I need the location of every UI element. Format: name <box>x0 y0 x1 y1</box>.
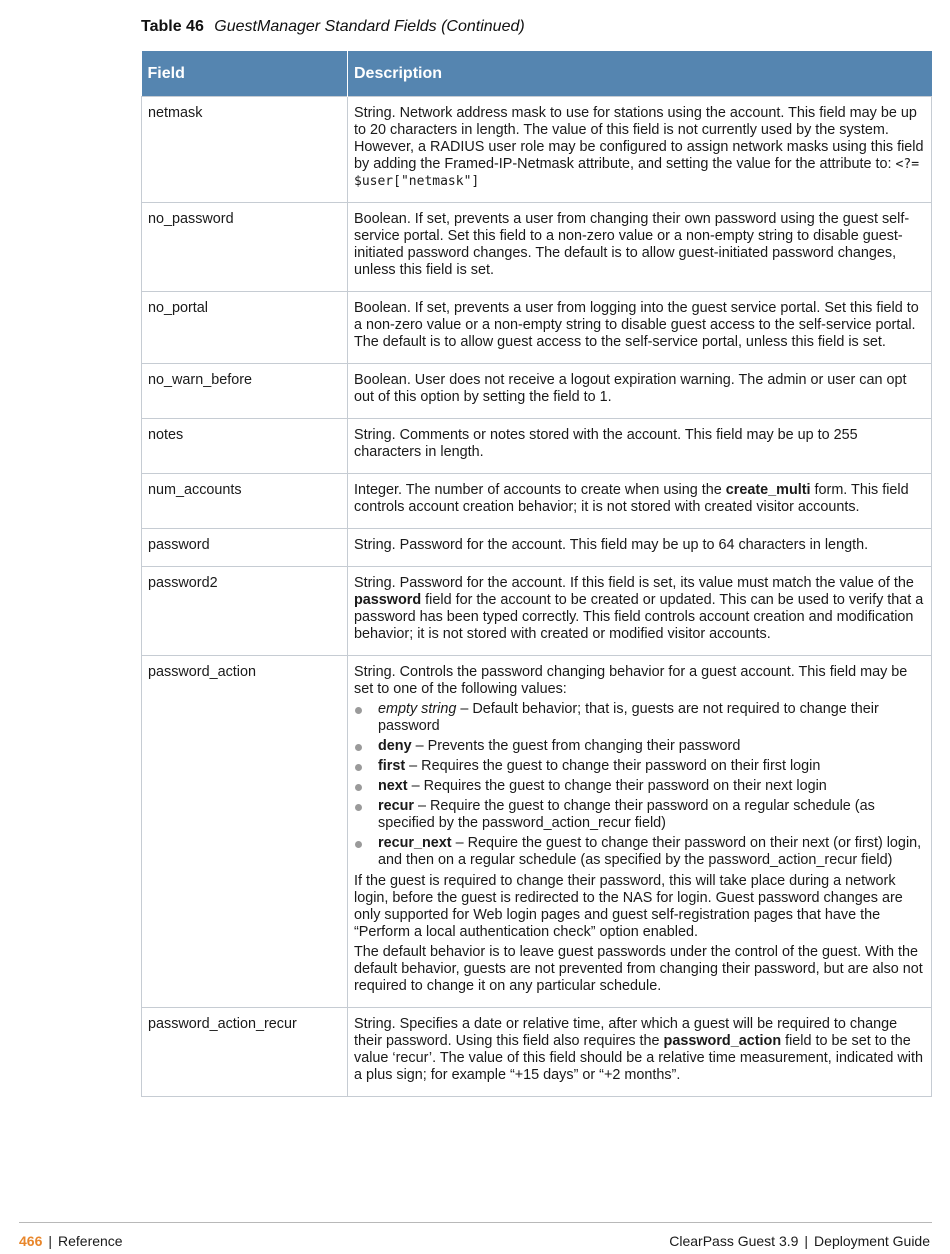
option-term: deny <box>378 738 412 754</box>
field-description: String. Password for the account. This field may be up to 64 characters in length. <box>348 529 932 567</box>
table-row <box>142 567 932 656</box>
list-item: recur – Require the guest to change their password on a regular schedule (as specified by the password_action_recur field) <box>354 798 925 832</box>
field-description: String. Comments or notes stored with the account. This field may be up to 255 characters in length. <box>348 419 932 474</box>
footer-separator: | <box>804 1233 809 1249</box>
field-name: no_portal <box>142 292 348 364</box>
section-name: Reference <box>58 1233 123 1249</box>
list-item: empty string – Default behavior; that is, guests are not required to change their password <box>354 701 925 735</box>
fields-table <box>141 51 932 1097</box>
field-description <box>348 656 932 1008</box>
table-row <box>142 419 932 474</box>
option-term: empty string <box>378 701 457 717</box>
table-caption <box>141 18 525 36</box>
field-name: password_action <box>142 656 348 1008</box>
table-row <box>142 97 932 203</box>
product-name: ClearPass Guest 3.9 <box>669 1233 799 1249</box>
header-field: Field <box>142 51 348 97</box>
field-description: String. Password for the account. If this field is set, its value must match the value of the password field for the account to be created or updated. This can be used to verify that a password has been typed correctly. This field controls account creation and modification behavior; it is not stored with created or modified visitor accounts. <box>348 567 932 656</box>
option-term: next <box>378 778 408 794</box>
table-title: GuestManager Standard Fields (Continued) <box>214 18 525 35</box>
list-item: first – Requires the guest to change their password on their first login <box>354 758 925 775</box>
option-term: recur_next <box>378 835 452 851</box>
header-description: Description <box>348 51 932 97</box>
field-reference: password_action <box>663 1033 782 1049</box>
table-row <box>142 203 932 292</box>
table-header-row <box>142 51 932 97</box>
code-snippet: <?= $user["netmask"] <box>354 157 920 189</box>
footer-divider <box>19 1222 932 1223</box>
field-description: Boolean. User does not receive a logout expiration warning. The admin or user can opt out of this option by setting the field to 1. <box>348 364 932 419</box>
field-description: Boolean. If set, prevents a user from changing their own password using the guest self-service portal. Set this field to a non-zero value or a non-empty string to disable guest-initiated password changes. The default is to allow guest-initiated password changes, unless this field is set. <box>348 203 932 292</box>
list-item: deny – Prevents the guest from changing their password <box>354 738 925 755</box>
field-name: password2 <box>142 567 348 656</box>
field-name: notes <box>142 419 348 474</box>
option-term: recur <box>378 798 414 814</box>
field-reference: password <box>354 592 422 608</box>
value-options-list <box>354 701 925 869</box>
option-term: first <box>378 758 406 774</box>
document-name: Deployment Guide <box>814 1233 930 1249</box>
field-name: num_accounts <box>142 474 348 529</box>
table-row <box>142 656 932 1008</box>
description-paragraph: The default behavior is to leave guest passwords under the control of the guest. With the default behavior, guests are not prevented from changing their password, but are also not required to change it on any particular schedule. <box>354 944 923 994</box>
field-description: String. Network address mask to use for stations using the account. This field may be up to 20 characters in length. The value of this field is not currently used by the system. However, a RADIUS user role may be configured to assign network masks using this field by adding the Framed-IP-Netmask attribute, and setting the value for the attribute to: <?= $user["netmask"] <box>348 97 932 203</box>
list-item: next – Requires the guest to change their password on their next login <box>354 778 925 795</box>
field-name: no_warn_before <box>142 364 348 419</box>
footer-left <box>19 1233 123 1249</box>
description-intro: String. Controls the password changing behavior for a guest account. This field may be set to one of the following values: <box>354 664 908 697</box>
footer-right <box>669 1233 930 1249</box>
field-description: Boolean. If set, prevents a user from logging into the guest service portal. Set this field to a non-zero value or a non-empty string to disable guest access to the self-service portal. The default is to allow guest access to the self-service portal, unless this field is set. <box>348 292 932 364</box>
list-item: recur_next – Require the guest to change their password on their next (or first) login, and then on a regular schedule (as specified by the password_action_recur field) <box>354 835 925 869</box>
table-number: Table 46 <box>141 18 204 35</box>
page-number: 466 <box>19 1233 43 1249</box>
field-name: netmask <box>142 97 348 203</box>
table-row <box>142 292 932 364</box>
table-row <box>142 364 932 419</box>
footer-separator: | <box>48 1233 52 1249</box>
field-name: password <box>142 529 348 567</box>
field-name: no_password <box>142 203 348 292</box>
field-name: password_action_recur <box>142 1008 348 1097</box>
field-description: Integer. The number of accounts to create when using the create_multi form. This field controls account creation behavior; it is not stored with created visitor accounts. <box>348 474 932 529</box>
field-description: String. Specifies a date or relative time, after which a guest will be required to change their password. Using this field also requires the password_action field to be set to the value ‘recur’. The value of this field should be a relative time measurement, indicated with a plus sign; for example “+15 days” or “+2 months”. <box>348 1008 932 1097</box>
table-row <box>142 474 932 529</box>
table-row <box>142 529 932 567</box>
table-row <box>142 1008 932 1097</box>
field-reference: create_multi <box>725 482 811 498</box>
description-paragraph: If the guest is required to change their password, this will take place during a network login, before the guest is redirected to the NAS for login. Guest password changes are only supported for Web login pages and guest self-registration pages that have the “Perform a local authentication check” option enabled. <box>354 873 903 940</box>
